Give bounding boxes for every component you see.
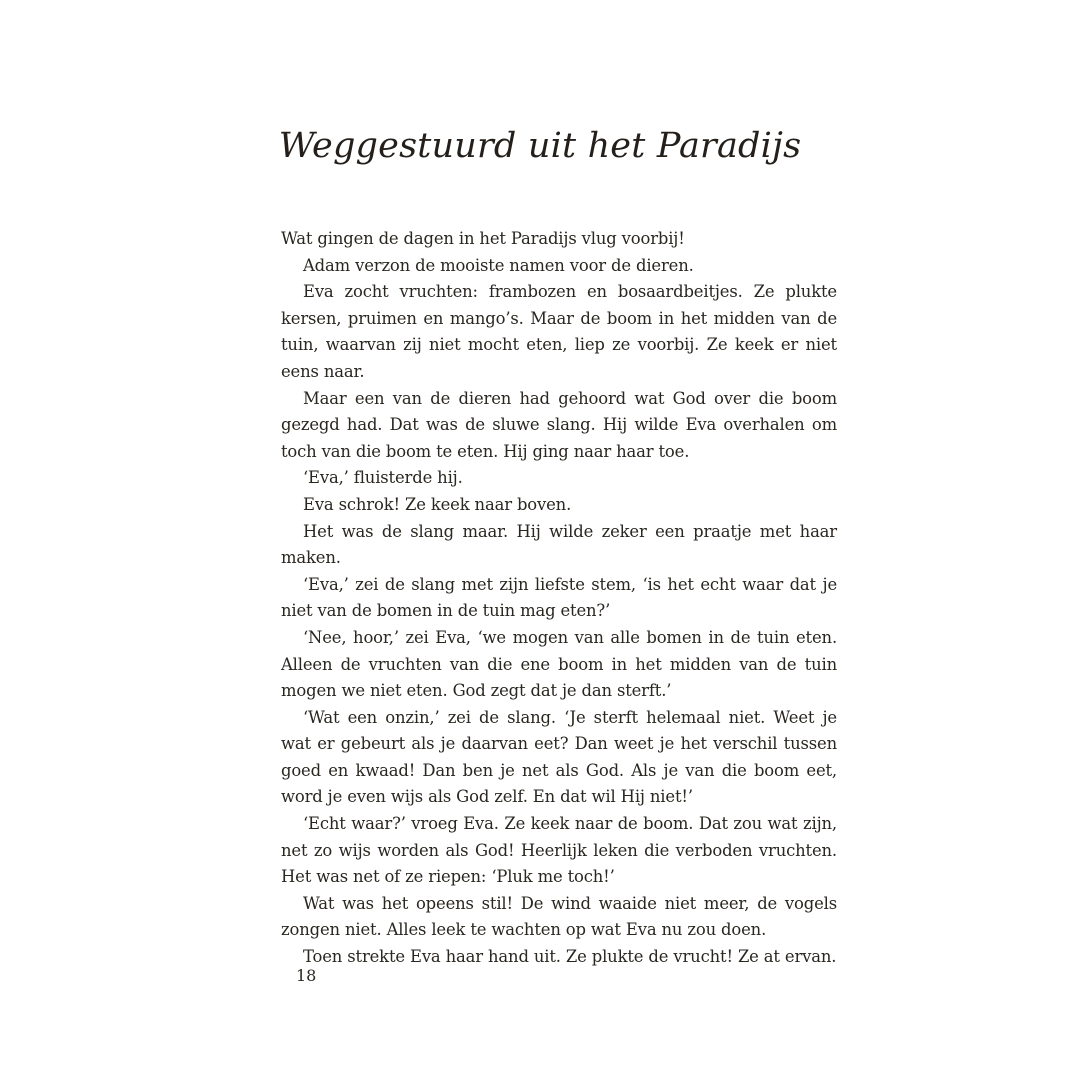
paragraph: ‘Eva,’ zei de slang met zijn liefste stem, ‘is het echt waar dat je niet van de bomen in de tuin mag eten?’ [281,574,837,621]
paragraph: ‘Nee, hoor,’ zei Eva, ‘we mogen van alle bomen in de tuin eten. Alleen de vruchten van die ene boom in het midden van de tuin mogen we niet eten. God zegt dat je dan sterft.’ [281,627,837,701]
paragraph: ‘Eva,’ fluisterde hij. [303,468,463,488]
paragraph: Toen strekte Eva haar hand uit. Ze plukte de vrucht! Ze at ervan. [303,947,837,967]
paragraph: Het was de slang maar. Hij wilde zeker een praatje met haar maken. [281,521,837,568]
paragraph: Wat gingen de dagen in het Paradijs vlug voorbij! [281,229,685,248]
paragraph: Eva zocht vruchten: frambozen en bosaardbeitjes. Ze plukte kersen, pruimen en mango’s. Maar de boom in het midden van de tuin, waarvan zij niet mocht eten, liep ze voorbij. Ze keek er niet eens naar. [281,282,837,381]
paragraph: Adam verzon de mooiste namen voor de dieren. [303,255,694,275]
page-number: 18 [296,966,317,985]
paragraph: Maar een van de dieren had gehoord wat God over die boom gezegd had. Dat was de sluwe slang. Hij wilde Eva overhalen om toch van die boom te eten. Hij ging naar haar toe. [281,388,837,461]
body-text [281,226,837,971]
paragraph: Wat was het opeens stil! De wind waaide niet meer, de vogels zongen niet. Alles leek te wachten op wat Eva nu zou doen. [281,893,837,940]
paragraph: ‘Wat een onzin,’ zei de slang. ‘Je sterft helemaal niet. Weet je wat er gebeurt als je daarvan eet? Dan weet je het verschil tussen goed en kwaad! Dan ben je net als God. Als je van die boom eet, word je even wijs als God zelf. En dat wil Hij niet!’ [281,707,837,807]
paragraph: ‘Echt waar?’ vroeg Eva. Ze keek naar de boom. Dat zou wat zijn, net zo wijs worden als God! Heerlijk leken die verboden vruchten. Het was net of ze riepen: ‘Pluk me toch!’ [281,814,837,887]
paragraph: Eva schrok! Ze keek naar boven. [303,494,572,514]
page-title: Weggestuurd uit het Paradijs [278,126,802,167]
